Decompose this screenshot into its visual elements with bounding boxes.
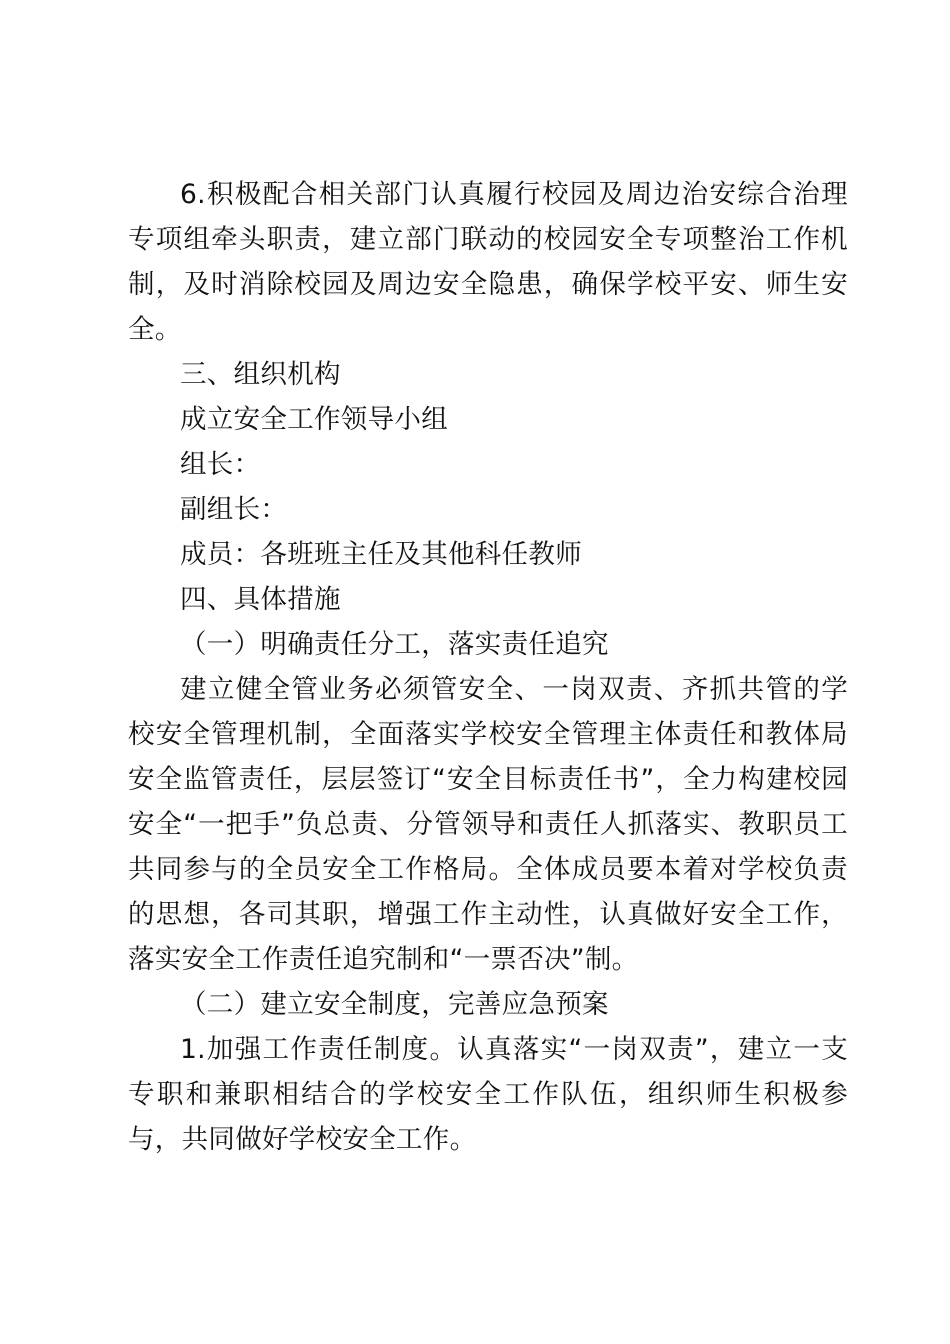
subheading-responsibility: （一）明确责任分工，落实责任追究 [180,629,609,660]
subheading-safety-system: （二）建立安全制度，完善应急预案 [180,989,609,1020]
section-heading-organization: 三、组织机构 [180,359,341,390]
paragraph-responsibility-body: 建立健全管业务必须管安全、一岗双责、齐抓共管的学校安全管理机制，全面落实学校安全管理主体责任和教体局安全监管责任，层层签订“安全目标责任书”，全力构建校园安全“一把手”负总责、分管领导和责任人抓落实、教职员工共同参与的全员安全工作格局。全体成员要本着对学校负责的思想，各司其职，增强工作主动性，认真做好安全工作，落实安全工作责任追究制和“一票否决”制。 [128,674,848,975]
document-body [128,172,848,1162]
paragraph-deputy-leader: 副组长： [180,494,288,525]
paragraph-members: 成员：各班班主任及其他科任教师 [180,539,582,570]
paragraph-group-leader: 组长： [180,449,261,480]
paragraph-item-6-duties: 6.积极配合相关部门认真履行校园及周边治安综合治理专项组牵头职责，建立部门联动的校园安全专项整治工作机制，及时消除校园及周边安全隐患，确保学校平安、师生安全。 [128,179,848,345]
paragraph-leadership-group: 成立安全工作领导小组 [180,404,448,435]
section-heading-measures: 四、具体措施 [180,584,341,615]
paragraph-item-1-responsibility-system: 1.加强工作责任制度。认真落实“一岗双责”，建立一支专职和兼职相结合的学校安全工作队伍，组织师生积极参与，共同做好学校安全工作。 [128,1034,848,1155]
